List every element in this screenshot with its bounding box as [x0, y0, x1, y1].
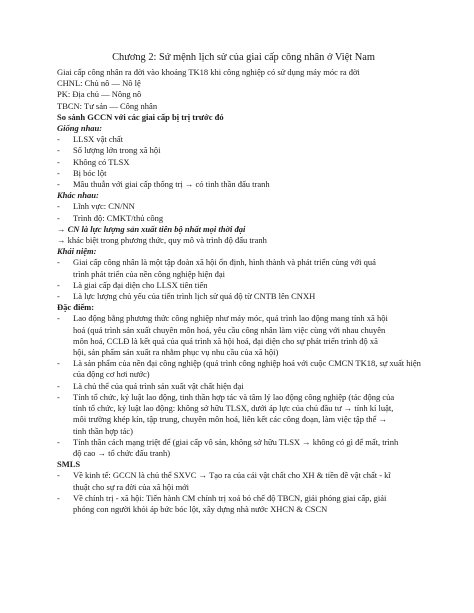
bullet-dash: -	[57, 380, 60, 391]
list-item: - Mâu thuẫn với giai cấp thống trị → có tinh thần đấu tranh	[57, 179, 270, 190]
list-item: - Là chủ thể của quá trình sản xuất vật chất hiện đại	[57, 380, 244, 391]
bullet-dash: -	[57, 257, 60, 268]
bullet-dash: -	[57, 212, 60, 223]
bullet-dash: -	[57, 201, 60, 212]
bullet-dash: -	[57, 145, 60, 156]
bullet-dash: -	[57, 134, 60, 145]
list-item: - Là sản phẩm của nền đại công nghiệp (quá trình công nghiệp hoá với cuộc CMCN TK18, sự xuất hiện của động cơ hơi nước)	[57, 358, 421, 380]
bullet-dash: -	[57, 313, 60, 324]
bullet-dash: -	[57, 470, 60, 481]
bullet-dash: -	[57, 436, 60, 447]
list-item: - Về chính trị - xã hội: Tiến hành CM chính trị xoá bỏ chế độ TBCN, giải phóng giai cấp, giải phóng con người khỏi áp bức bóc lột, xây dựng nhà nước XHCN & CSCN	[57, 492, 387, 514]
list-item: - Là giai cấp đại diện cho LLSX tiên tiến	[57, 279, 208, 290]
bullet-dash: -	[57, 156, 60, 167]
intro-line: Giai cấp công nhân ra đời vào khoảng TK18 khi công nghiệp có sử dụng máy móc ra đời	[57, 67, 360, 77]
intro-line: PK: Địa chủ — Nông nô	[57, 89, 142, 100]
page-title: Chương 2: Sứ mệnh lịch sử của giai cấp công nhân ở Việt Nam	[112, 52, 375, 63]
conclusion-line: → CN là lực lượng sản xuất tiên bộ nhất mọi thời đại	[57, 223, 246, 234]
list-item: - Trình độ: CMKT/thủ công	[57, 212, 164, 223]
list-item: - Không có TLSX	[57, 156, 130, 167]
bullet-dash: -	[57, 492, 60, 503]
list-item: - Số lượng lớn trong xã hội	[57, 145, 161, 156]
list-item: - Lĩnh vực: CN/NN	[57, 201, 135, 212]
list-item: - LLSX vật chất	[57, 134, 124, 145]
bullet-dash: -	[57, 279, 60, 290]
concept-heading: Khái niệm:	[57, 246, 97, 257]
bullet-dash: -	[57, 291, 60, 302]
list-item: - Tính thần cách mạng triệt để (giai cấp vô sản, không sở hữu TLSX → không có gì để mất, trình độ cao → tổ chức đấu tranh)	[57, 436, 399, 458]
list-item: - Là lực lượng chủ yếu của tiến trình lịch sử quá độ từ CNTB lên CNXH	[57, 291, 316, 302]
list-item: - Bị bóc lột	[57, 167, 107, 178]
bullet-dash: -	[57, 179, 60, 190]
smls-heading: SMLS	[57, 459, 81, 470]
bullet-dash: -	[57, 358, 60, 369]
similar-heading: Giống nhau:	[57, 123, 103, 134]
features-heading: Đặc điểm:	[57, 302, 95, 313]
compare-heading: So sánh GCCN với các giai cấp bị trị trước đó	[57, 111, 224, 122]
conclusion-line: → khác biệt trong phương thức, quy mô và trình độ đấu tranh	[57, 235, 267, 246]
intro-line: TBCN: Tư sản — Công nhân	[57, 100, 158, 111]
different-heading: Khác nhau:	[57, 190, 99, 201]
bullet-dash: -	[57, 391, 60, 402]
list-item: - Về kinh tế: GCCN là chủ thể SXVC → Tạo ra của cải vật chất cho XH & tiền đề vật chất - kĩ thuật cho sự ra đời của xã hội mới	[57, 470, 391, 492]
intro-line: CHNL: Chủ nô — Nô lệ	[57, 78, 141, 89]
list-item: - Giai cấp công nhân là một tập đoàn xã hội ổn định, hình thành và phát triển cùng với quá trình phát triển của nền công nghiệp hiện đại	[57, 257, 376, 279]
list-item: - Lao động bằng phương thức công nghiệp như máy móc, quá trình lao động mang tính xã hội hoá (quá trình sản xuất chuyên môn hoá, yêu cầu công nhân làm việc cùng với nhau chuyên môn hoá, CCLĐ là kết quả của quá trình xã hội hoá, đại diện cho sự phát triển trình độ xã hội, sản phẩm sản xuất ra nhằm phục vụ nhu cầu của xã hội)	[57, 313, 388, 358]
bullet-dash: -	[57, 167, 60, 178]
list-item: - Tính tổ chức, kỷ luật lao động, tinh thần hợp tác và tâm lý lao động công nghiệp (tác động của tính tổ chức, kỷ luật lao động: không sở hữu TLSX, dưới áp lực của chủ đầu tư → tính kỉ luật, môi trường khép kín, tập trung, chuyên môn hoá, liên kết các công đoạn, làm việc tập thể → tinh thần hợp tác)	[57, 391, 395, 436]
